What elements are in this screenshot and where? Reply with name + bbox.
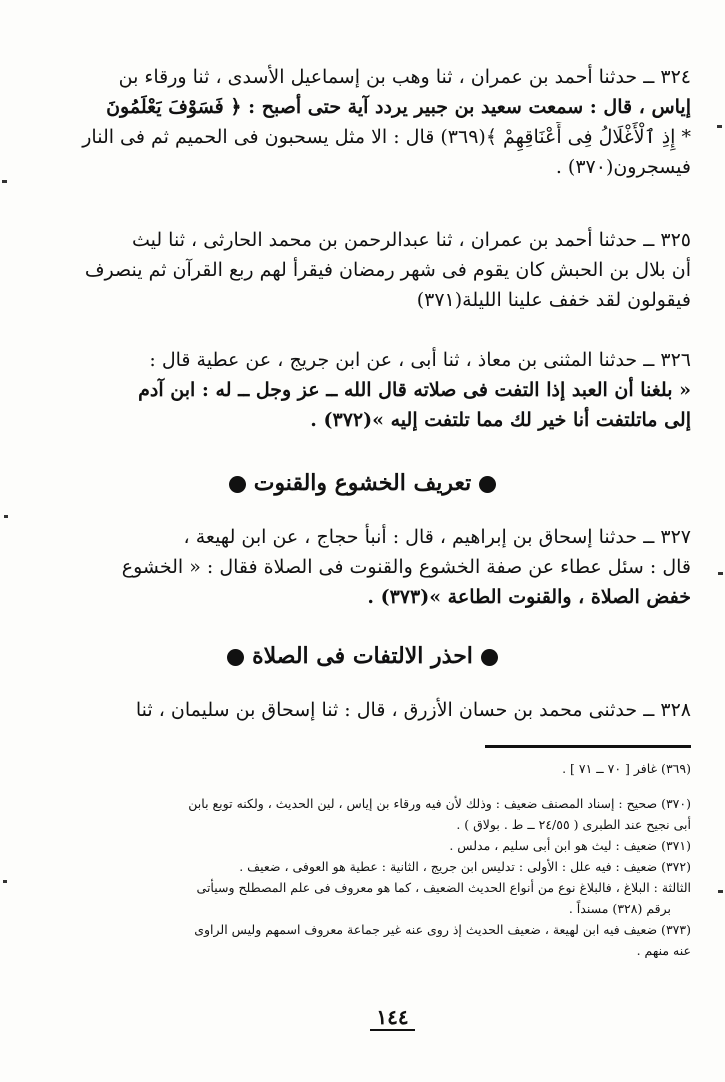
footnote-separator [485,745,691,748]
scan-mark [3,880,7,883]
footnote-line: (٣٧٢) ضعيف : فيه علل : الأولى : تدليس ابن جريج ، الثانية : عطية هو العوفى ، ضعيف . [239,859,691,874]
hadith-324 [31,62,691,182]
hadith-328-line-1: ٣٢٨ ــ حدثنى محمد بن حسان الأزرق ، قال : ثنا إسحاق بن سليمان ، ثنا [135,699,691,721]
scan-mark [718,572,723,575]
section-heading-khushu [0,470,725,496]
footnote-line: الثالثة : البلاغ ، فالبلاغ نوع من أنواع الحديث الضعيف ، كما هو معروف فى علم المصطلح وسيأتى [196,880,691,895]
footnote-line: (٣٧١) ضعيف : ليث هو ابن أبى سليم ، مدلس . [449,838,691,853]
footnote-line: (٣٦٩) غافر [ ٧٠ ــ ٧١ ] . [562,761,691,776]
hadith-326-line-1: ٣٢٦ ــ حدثنا المثنى بن معاذ ، ثنا أبى ، عن ابن جريج ، عن عطية قال : [149,349,691,371]
hadith-327 [31,522,691,612]
heading-text: تعريف الخشوع والقنوت [253,470,472,496]
footnote-line: عنه منهم . [636,943,691,958]
hadith-324-line-3: * إِذِ ٱلْأَغْلَالُ فِى أَعْنَاقِهِمْ ﴾(٣٦٩) قال : الا مثل يسحبون فى الحميم ثم فى النار [82,126,691,148]
bullet-dot-icon [479,476,496,493]
hadith-327-line-3: خفض الصلاة ، والقنوت الطاعة »(٣٧٣) . [367,586,691,608]
footnote-line: (٣٧٣) ضعيف فيه ابن لهيعة ، ضعيف الحديث إذ روى عنه غير جماعة معروف اسمهم وليس الراوى [194,922,691,937]
hadith-327-line-2: قال : سئل عطاء عن صفة الخشوع والقنوت فى الصلاة فقال : « الخشوع [121,556,691,578]
hadith-324-line-1: ٣٢٤ ــ حدثنا أحمد بن عمران ، ثنا وهب بن إسماعيل الأسدى ، ثنا ورقاء بن [118,66,691,88]
page-number: ١٤٤ [0,1005,725,1031]
hadith-327-line-1: ٣٢٧ ــ حدثنا إسحاق بن إبراهيم ، قال : أنبأ حجاج ، عن ابن لهيعة ، [183,526,691,548]
hadith-326-line-2: « بلغنا أن العبد إذا التفت فى صلاته قال الله ــ عز وجل ــ له : ابن آدم [138,379,691,401]
bullet-dot-icon [227,649,244,666]
hadith-328 [31,695,691,725]
hadith-325-line-3: فيقولون لقد خفف علينا الليلة(٣٧١) [416,289,691,311]
scan-mark [4,515,8,518]
hadith-325 [31,225,691,315]
scan-mark [717,125,722,128]
heading-text: احذر الالتفات فى الصلاة [252,643,473,669]
footnote-line: برقم (٣٢٨) مسنداً . [568,901,671,916]
section-heading-iltifat [0,643,725,669]
hadith-326 [31,345,691,435]
hadith-324-line-4: فيسجرون(٣٧٠) . [555,156,691,178]
hadith-326-line-3: إلى ماتلتفت أنا خير لك مما تلتفت إليه »(٣٧٢) . [310,409,691,431]
bullet-dot-icon [229,476,246,493]
hadith-325-line-2: أن بلال بن الحبش كان يقوم فى شهر رمضان فيقرأ لهم ربع القرآن ثم ينصرف [84,259,691,281]
scan-mark [2,180,7,183]
bullet-dot-icon [481,649,498,666]
footnote-line: أبى نجيح عند الطبرى ( ٢٤/٥٥ ــ ط . بولاق ) . [456,817,691,832]
hadith-325-line-1: ٣٢٥ ــ حدثنا أحمد بن عمران ، ثنا عبدالرحمن بن محمد الحارثى ، ثنا ليث [131,229,691,251]
hadith-324-line-2: إياس ، قال : سمعت سعيد بن جبير يردد آية حتى أصبح : ﴿ فَسَوْفَ يَعْلَمُونَ [106,96,691,118]
footnotes [31,758,691,961]
scan-mark [718,890,723,893]
footnote-line: (٣٧٠) صحيح : إسناد المصنف ضعيف : وذلك لأن فيه ورقاء بن إياس ، لين الحديث ، ولكنه توبع بابن [188,796,691,811]
